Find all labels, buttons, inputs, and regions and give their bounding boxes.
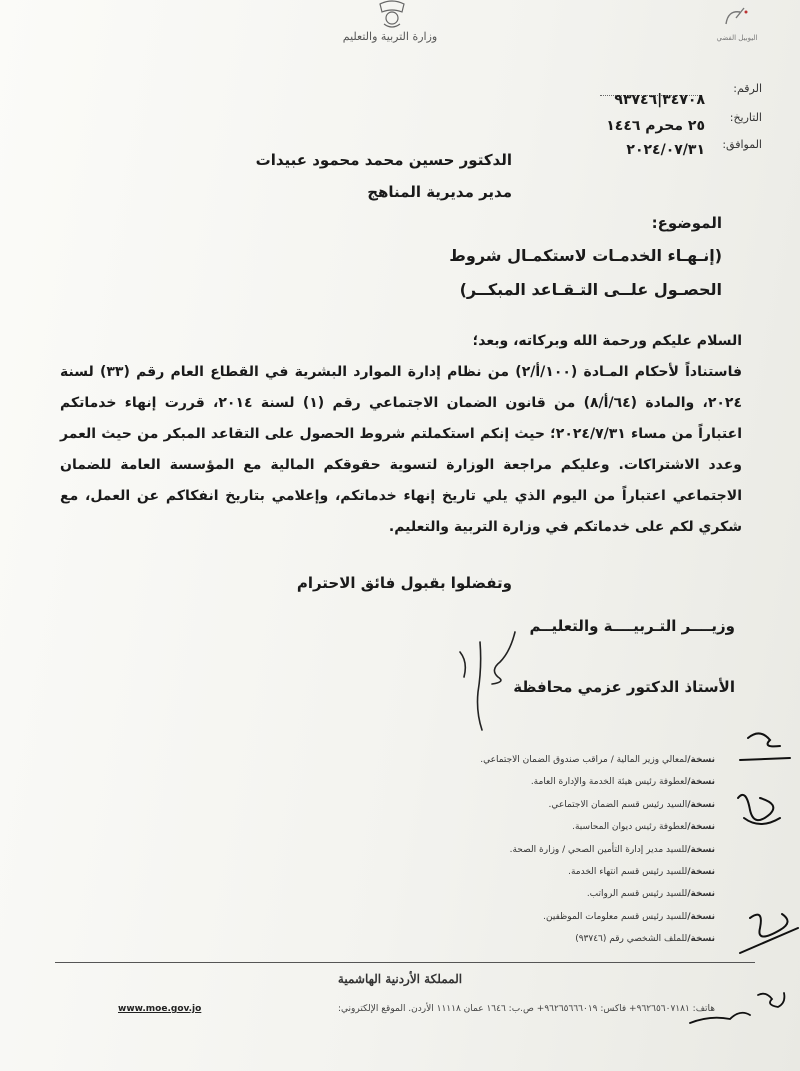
- footer-divider: [55, 962, 755, 963]
- contact-info: هاتف: ٩٦٢٦٥٦٠٧١٨١+ فاكس: ٩٦٢٦٥٦٦٦٠١٩+ ص.ب: ١٦٤٦ عمان ١١١١٨ الأردن. الموقع الإلكتروني:: [337, 1004, 715, 1014]
- cc-item: نسخة/للسيد رئيس قسم الرواتب.: [586, 889, 715, 900]
- handwritten-signature: [420, 622, 540, 732]
- cc-item: نسخة/لعطوفة رئيس هيئة الخدمة والإدارة العامة.: [530, 777, 715, 788]
- equiv-label: الموافق:: [722, 138, 762, 151]
- addressee-title: مدير مديرية المناهج: [367, 183, 512, 201]
- ref-value: ٣٤٧٠٨|٩٣٧٤٦: [614, 92, 705, 108]
- subject-label: الموضوع:: [651, 214, 722, 232]
- subject-line-2: الحصـول علــى التـقـاعد المبكــر): [459, 280, 722, 299]
- body-paragraph: فاستناداً لأحكام المـادة (١٠٠/أ/٢) من نظام إدارة الموارد البشرية في القطاع العام رقم (٣٣) لسنة ٢٠٢٤، والمادة (٦٤/أ/٨) من قانون الضمان الاجتماعي رقم (١) لسنة ٢٠١٤، قررت إنهاء خدماتكم اعتباراً من مساء ٢٠٢٤/٧/٣١؛ حيث إنكم استكملتم شروط الحصول على التقاعد المبكر من حيث العمر وعدد الاشتراكات. وعليكم مراجعة الوزارة لتسوية حقوقكم المالية مع المؤسسة العامة للضمان الاجتماعي اعتباراً من اليوم الذي يلي تاريخ إنهاء خدماتكم، وإعلامي بتاريخ انفكاكم عن العمل، مع شكري لكم على خدماتكم في وزارة التربية والتعليم.: [60, 364, 742, 535]
- date-value: ٢٥ محرم ١٤٤٦: [606, 118, 705, 134]
- cc-item: نسخة/للملف الشخصي رقم (٩٣٧٤٦): [575, 934, 715, 945]
- cc-item: نسخة/للسيد رئيس قسم معلومات الموظفين.: [543, 911, 715, 922]
- cc-item: نسخة/للسيد رئيس قسم انتهاء الخدمة.: [568, 866, 715, 877]
- ref-label: الرقم:: [733, 82, 762, 95]
- cc-item: نسخة/لمعالي وزير المالية / مراقب صندوق الضمان الاجتماعي.: [480, 755, 715, 765]
- minister-title: وزيــــر التـربيــــة والتعليــم: [529, 617, 735, 635]
- jubilee-icon: [722, 6, 752, 28]
- website-link[interactable]: www.moe.gov.jo: [118, 1004, 202, 1014]
- addressee-name: الدكتور حسين محمد محمود عبيدات: [255, 151, 512, 169]
- greeting: السلام عليكم ورحمة الله وبركاته، وبعد؛: [472, 333, 742, 349]
- crown-emblem-icon: [372, 0, 412, 30]
- equiv-value: ٢٠٢٤/٠٧/٣١: [626, 142, 705, 158]
- cc-item: نسخة/السيد رئيس قسم الضمان الاجتماعي.: [548, 799, 715, 810]
- cc-item: نسخة/لعطوفة رئيس ديوان المحاسبة.: [572, 822, 715, 833]
- cc-item: نسخة/للسيد مدير إدارة التأمين الصحي / وزارة الصحة.: [509, 844, 715, 855]
- letter-body: [60, 326, 742, 543]
- cc-list: [265, 749, 715, 951]
- closing-line: وتفضلوا بقبول فائق الاحترام: [296, 574, 512, 592]
- minister-name: الأستاذ الدكتور عزمي محافظة: [513, 678, 735, 696]
- jubilee-logo: [712, 6, 762, 42]
- subject-line-1: (إنـهـاء الخدمـات لاستكمـال شروط: [449, 246, 722, 265]
- date-label: التاريخ:: [729, 111, 762, 124]
- handwritten-initials: [720, 718, 800, 978]
- ministry-logo-text: وزارة التربية والتعليم: [342, 30, 438, 43]
- kingdom-name: المملكة الأردنية الهاشمية: [337, 972, 463, 986]
- jubilee-logo-text: اليوبيل الفضي: [716, 34, 758, 42]
